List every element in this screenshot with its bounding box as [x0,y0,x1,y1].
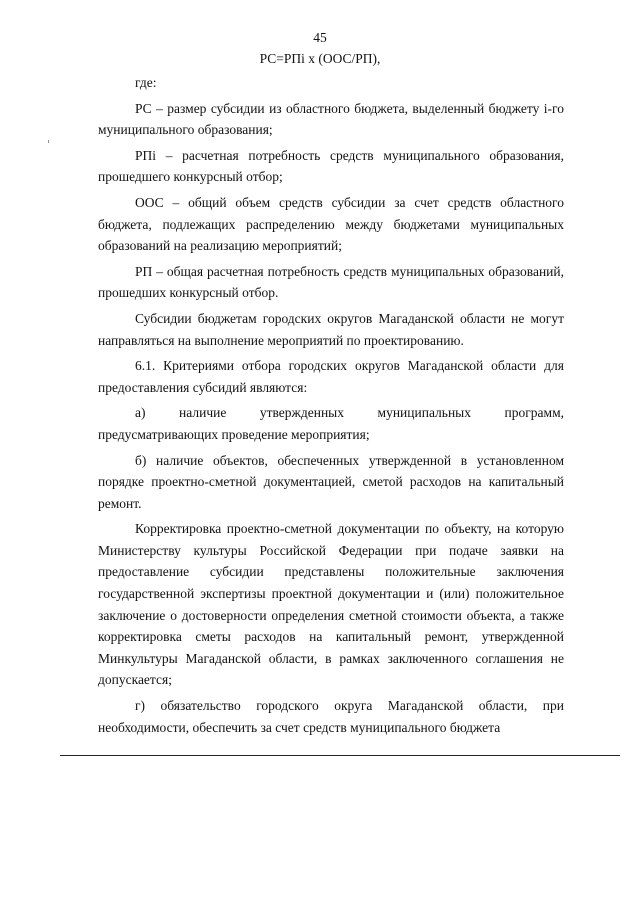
paragraph-criterion-a: а) наличие утвержденных муниципальных программ, предусматривающих проведение мероприятия; [98,405,564,442]
paragraph-criteria-6-1: 6.1. Критериями отбора городских округов Магаданской области для предоставления субсидий являются: [98,358,564,395]
paragraph-oos-definition: ООС – общий объем средств субсидии за счет средств областного бюджета, подлежащих распределению между бюджетами муниципальных образований на реализацию мероприятий; [98,194,564,254]
document-body [98,72,564,738]
page-number: 45 [313,30,327,45]
bottom-rule [60,755,620,756]
paragraph-criterion-b: б) наличие объектов, обеспеченных утвержденной в установленном порядке проектно-сметной документацией, сметой расходов на капитальный ремонт. [98,452,564,511]
paragraph-rp-definition: РП – общая расчетная потребность средств муниципальных образований, прошедших конкурсный отбор. [98,263,564,301]
paragraph-rs-definition: РС – размер субсидии из областного бюджета, выделенный бюджету i-го муниципального образования; [98,100,564,138]
paragraph-rpi-definition: РПi – расчетная потребность средств муниципального образования, прошедшего конкурсный отбор; [98,147,564,185]
paragraph-where: где: [135,75,157,90]
margin-mark [48,140,49,143]
paragraph-design-restriction: Субсидии бюджетам городских округов Магаданской области не могут направляться на выполнение мероприятий по проектированию. [98,310,564,348]
paragraph-correction-prohibition: Корректировка проектно-сметной документации по объекту, на которую Министерству культуры Российской Федерации при подаче заявки на предоставление субсидии представлены положительные заключения государственной экспертизы проектной документации и (или) положительное заключение о достоверности определения сметной стоимости объекта, а также корректировка сметы расходов на капитальный ремонт, утвержденной Минкультуры Магаданской области, в рамках заключенного соглашения не допускается; [98,521,564,688]
subsidy-formula: РС=РПi x (ООС/РП), [259,51,381,66]
paragraph-criterion-g: г) обязательство городского округа Магаданской области, при необходимости, обеспечить за счет средств муниципального бюджета [98,698,564,735]
